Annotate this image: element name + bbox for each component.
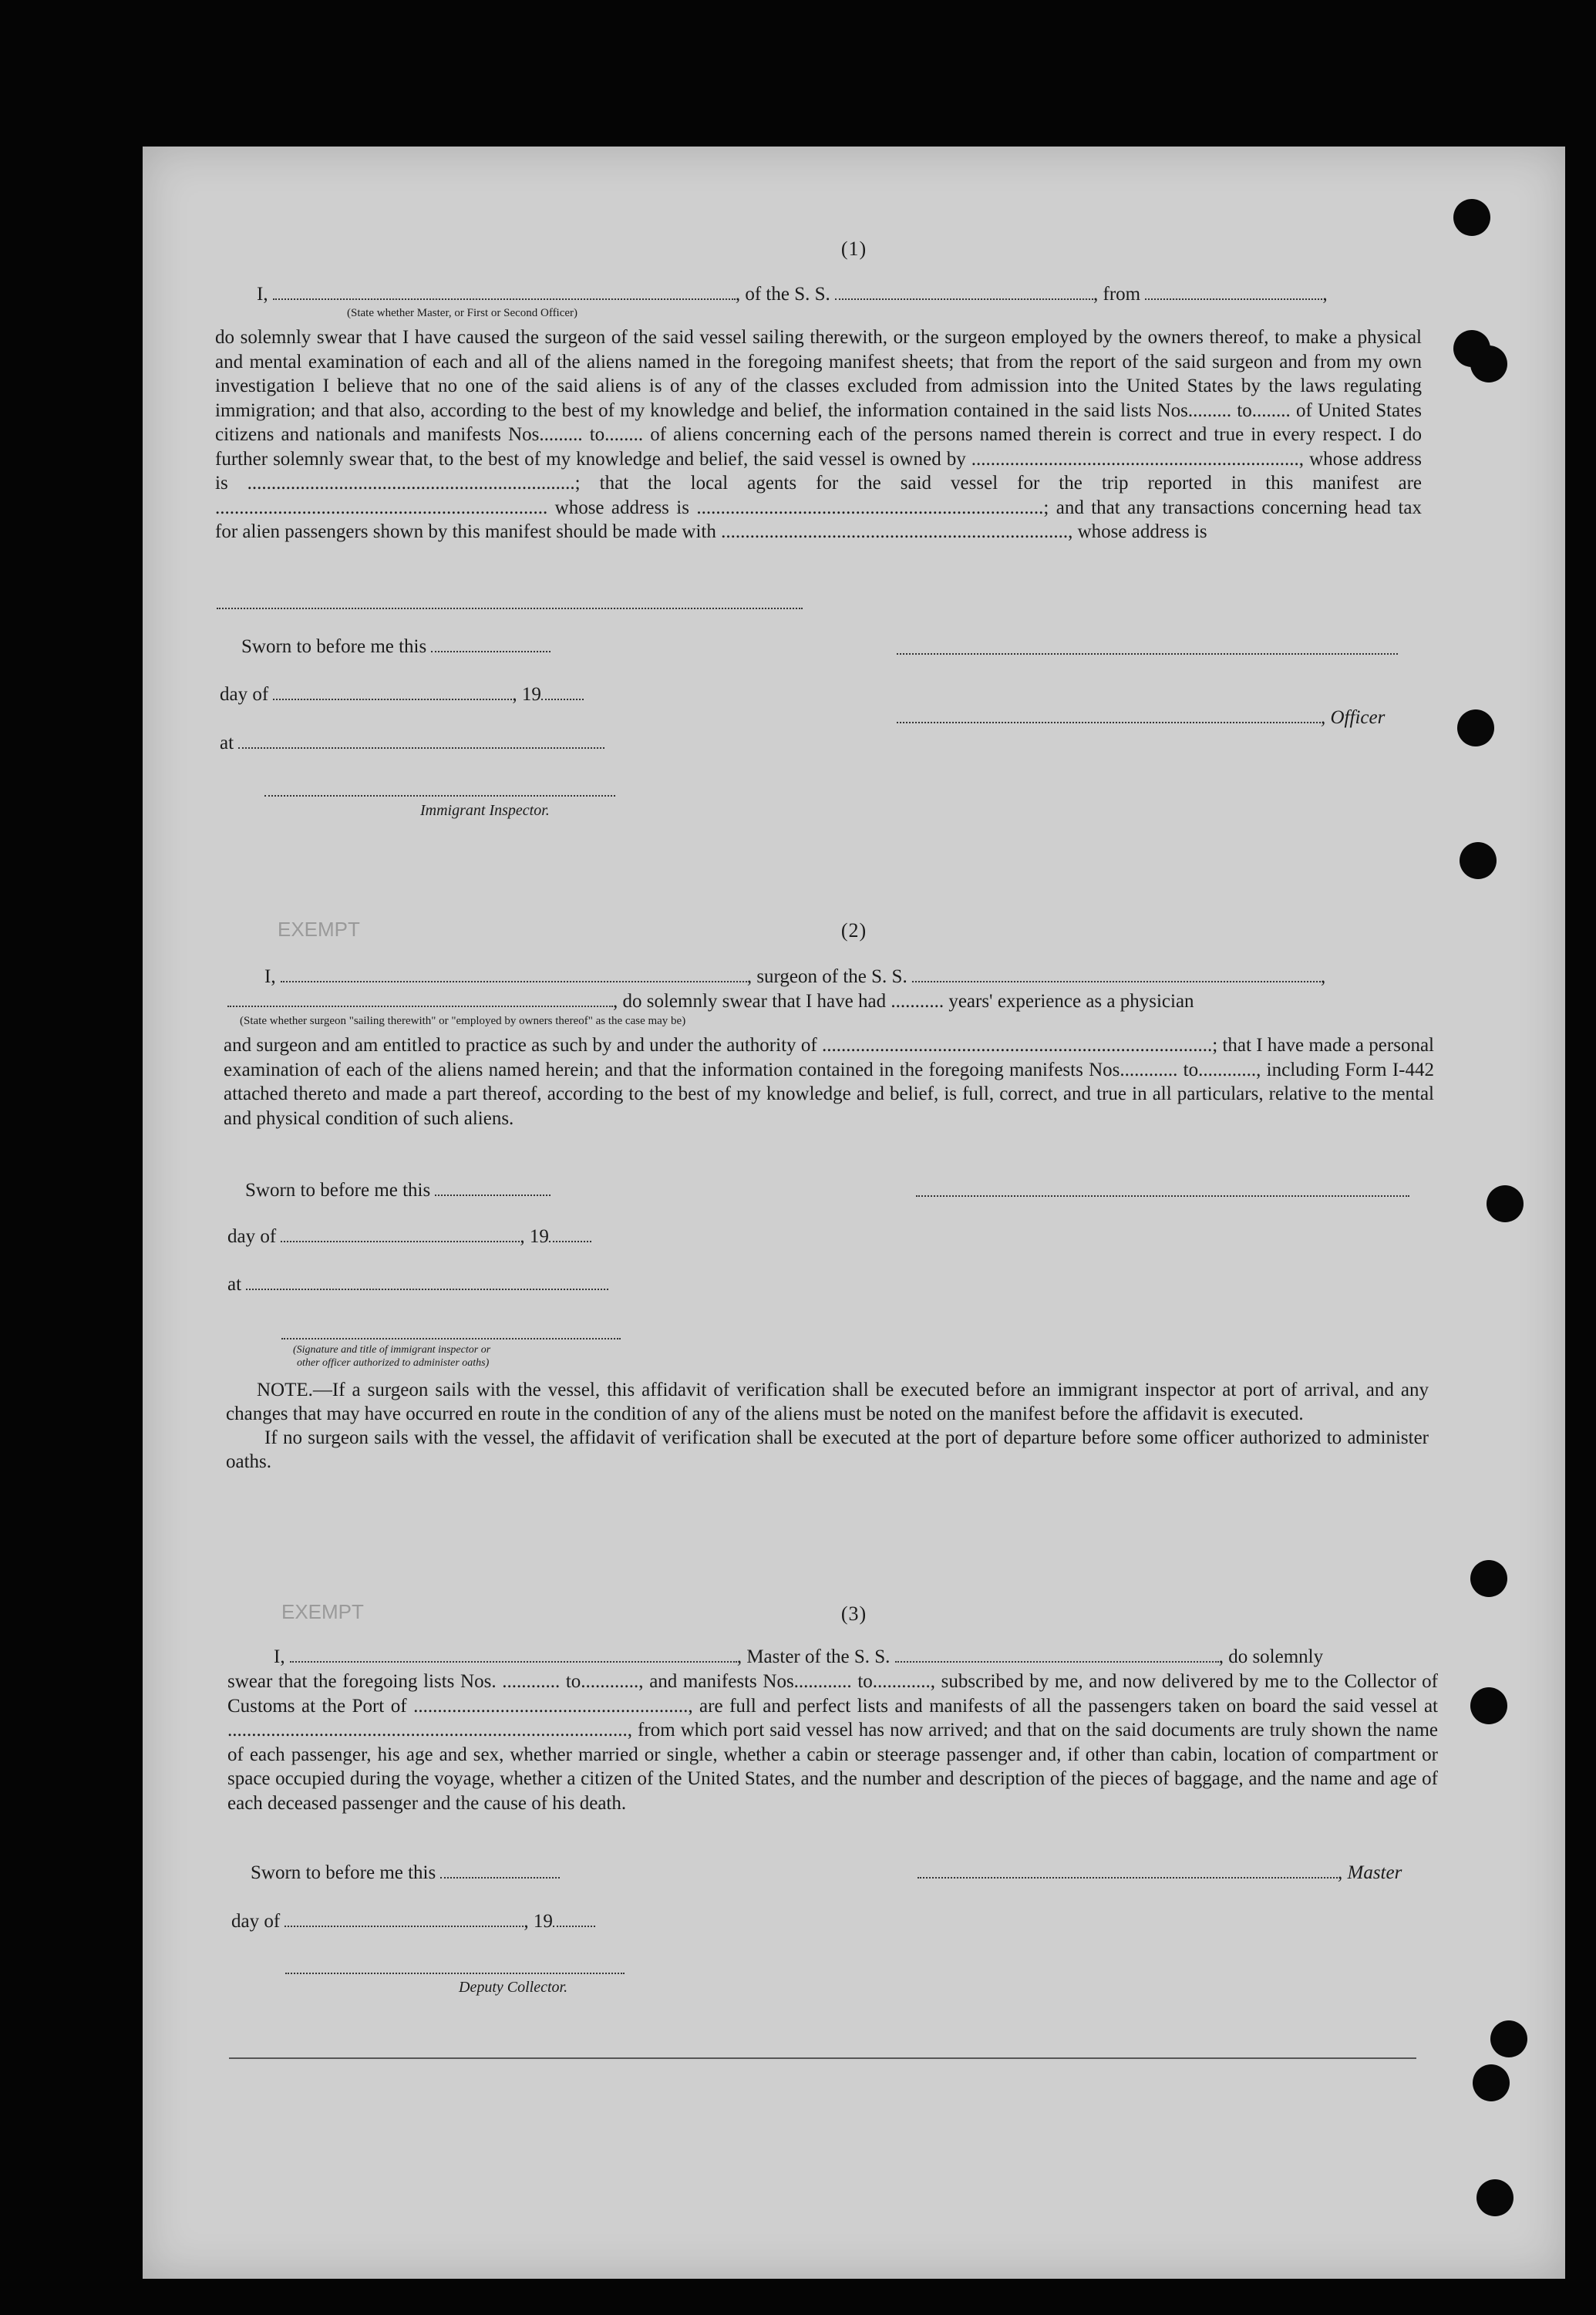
oath-line: I, , of the S. S. , from ,: [257, 284, 1328, 305]
section-number: (1): [840, 238, 867, 260]
signature-line: [897, 653, 1398, 655]
punch-hole: [1470, 1560, 1507, 1597]
signature-line: [264, 795, 615, 797]
punch-hole: [1453, 199, 1490, 236]
fill-line: [217, 608, 803, 609]
signature-caption: (Signature and title of immigrant inspector or: [293, 1344, 491, 1356]
punch-hole: [1473, 2064, 1510, 2101]
sworn-line: Sworn to before me this: [241, 636, 551, 658]
day-of-line: day of , 19: [220, 684, 584, 706]
note-block: NOTE.—If a surgeon sails with the vessel, this affidavit of verification shall be executed before an immigrant inspector at port of arrival, and any changes that may have occurred en route in the condition of any of the aliens must be noted on the manifest before the affidavit is executed. If no surgeon sails with the vessel, the affidavit of verification shall be executed at the port of departure before some officer authorized to administer oaths.: [226, 1380, 1429, 1472]
punch-hole: [1470, 345, 1507, 382]
field-caption: (State whether surgeon "sailing therewith" or "employed by owners thereof" as the case may be): [240, 1015, 686, 1027]
sworn-line: Sworn to before me this: [245, 1180, 551, 1201]
signature-line: [285, 1973, 625, 1974]
day-of-line: day of , 19: [231, 1911, 595, 1933]
oath-body: and surgeon and am entitled to practice as such by and under the authority of .................................................................................; that I have made a personal examination of each of the aliens named herein; and that the information contained in the foregoing manifests Nos............ to............, including Form I-442 attached thereto and made a part thereof, according to the best of my knowledge and belief, is full, correct, and true in all particulars, relative to the mental and physical condition of such aliens.: [224, 1035, 1434, 1129]
section-number: (2): [840, 919, 867, 942]
at-line: at: [227, 1274, 608, 1296]
signature-line: [916, 1195, 1409, 1197]
manifest-back-page: [143, 147, 1565, 2279]
oath-line: I, , surgeon of the S. S. ,: [264, 966, 1326, 987]
punch-hole: [1470, 1687, 1507, 1724]
oath-body: do solemnly swear that I have caused the surgeon of the said vessel sailing therewith, or the surgeon employed by the owners thereof, to make a physical and mental examination of each and all of the aliens named in the foregoing manifest sheets; that from the report of the said surgeon and from my own investigation I believe that no one of the said aliens is of any of the classes excluded from admission into the United States by the laws regulating immigration; and that also, according to the best of my knowledge and belief, the information contained in the said lists Nos......... to........ of United States citizens and nationals and manifests Nos......... to........ of aliens concerning each of the persons named therein is correct and true in every respect. I do further solemnly swear that, to the best of my knowledge and belief, the said vessel is owned by ...................................................................., whose address is ....................................................................; that the local agents for the said vessel for the trip reported in this manifest are ..................................................................... whose address is ........................................................................; and that any transactions concerning head tax for alien passengers shown by this manifest should be made with ........................................................................, whose address is: [215, 327, 1422, 542]
punch-hole: [1457, 709, 1494, 746]
field-caption: (State whether Master, or First or Second Officer): [347, 307, 578, 319]
oath-body: swear that the foregoing lists Nos. ............ to............, and manifests Nos............ to............, subscribed by me, and now delivered by me to the Collector of Customs at the Port of ........................................................., are full and perfect lists and manifests of all the passengers taken on board the said vessel at ..................................................................................., from which port said vessel has now arrived; and that on the said documents are truly shown the name of each passenger, his age and sex, whether married or single, whether a cabin or steerage passenger and, if other than cabin, location of compartment or space occupied during the voyage, whether a citizen of the United States, and the number and description of the pieces of baggage, and the name and age of each deceased passenger and the cause of his death.: [227, 1671, 1438, 1814]
punch-hole: [1476, 2179, 1514, 2216]
section-number: (3): [840, 1602, 867, 1625]
signature-line: [281, 1338, 621, 1339]
punch-hole: [1460, 842, 1497, 879]
bleed-through-text: EXEMPT: [278, 918, 360, 941]
bottom-rule: [229, 2057, 1416, 2059]
signature-caption: Immigrant Inspector.: [420, 802, 550, 819]
oath-line: , do solemnly swear that I have had ........... years' experience as a physician: [227, 991, 1194, 1013]
punch-hole: [1487, 1185, 1524, 1222]
punch-hole: [1490, 2020, 1527, 2057]
signature-caption: other officer authorized to administer oaths): [297, 1357, 490, 1369]
sworn-line: Sworn to before me this: [251, 1862, 560, 1884]
oath-line: I, , Master of the S. S. , do solemnly: [274, 1646, 1324, 1667]
at-line: at: [220, 733, 604, 754]
bleed-through-text: EXEMPT: [281, 1600, 364, 1623]
signature-caption: Deputy Collector.: [459, 1979, 568, 1996]
day-of-line: day of , 19: [227, 1226, 591, 1248]
officer-line: , Officer: [897, 707, 1385, 729]
master-line: , Master: [918, 1862, 1402, 1884]
